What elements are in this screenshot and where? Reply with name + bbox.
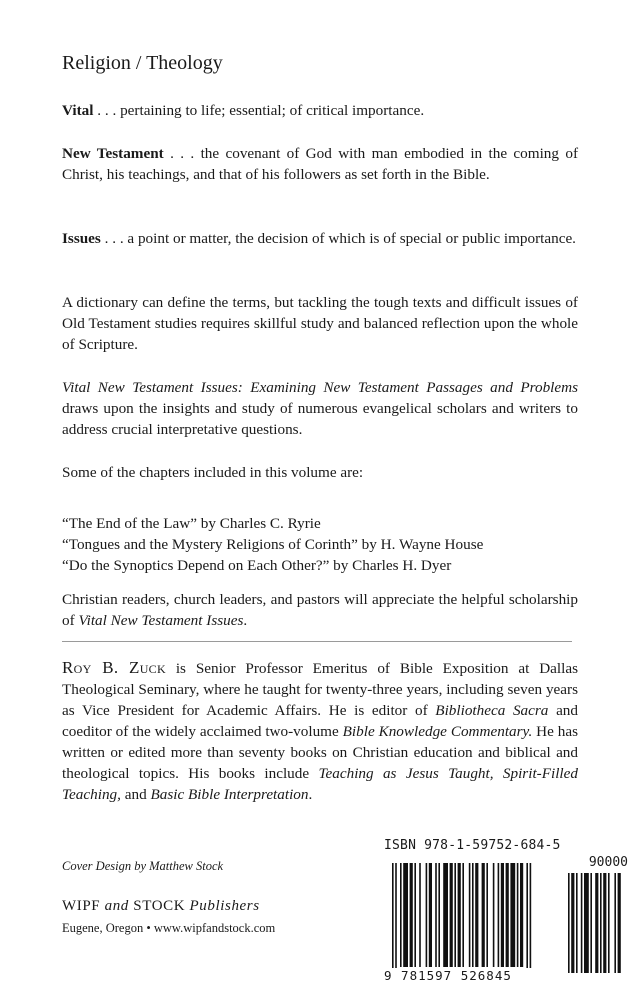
- barcode-addon-bar: [595, 873, 598, 973]
- barcode-bar: [392, 863, 394, 975]
- barcode-number: 9 781597 526845: [384, 968, 544, 983]
- chapters-intro: Some of the chapters included in this volume are:: [62, 464, 364, 481]
- book-description: Vital New Testament Issues: Examining New Testament Passages and Problems draws upon the insights and study of numerous evangelical scholars and writers to address crucial interpretative questions.: [62, 379, 578, 438]
- barcode-bar: [482, 863, 485, 967]
- chapter-list: [62, 513, 483, 576]
- definition-issues: Issues . . . a point or matter, the decision of which is of special or public importance.: [62, 230, 576, 247]
- barcode-addon-bar: [600, 873, 602, 973]
- barcode-addon-bar: [614, 873, 616, 973]
- author-bio: Roy B. Zuck is Senior Professor Emeritus of Bible Exposition at Dallas Theological Seminary, where he taught for twenty-three years, including seven years as Vice President for Academic Affairs. He is editor of Bibliotheca Sacra and coeditor of the widely acclaimed two-volume Bible Knowledge Commentary. He has written or edited more than seventy books on Christian education and biblical and theological topics. His books include Teaching as Jesus Taught, Spirit-Filled Teaching, and Basic Bible Interpretation.: [62, 658, 578, 803]
- barcode-bar: [498, 863, 500, 967]
- barcode-bar: [506, 863, 509, 967]
- barcode-image: [384, 855, 632, 975]
- publisher-location: Eugene, Oregon • www.wipfandstock.com: [62, 921, 276, 935]
- barcode-bar: [510, 863, 515, 967]
- barcode-bar: [520, 863, 523, 967]
- barcode-bar: [526, 863, 528, 975]
- barcode-bar: [517, 863, 519, 967]
- barcode-addon-bar: [571, 873, 574, 973]
- barcode-bar: [435, 863, 437, 967]
- definition-term: Vital: [62, 102, 94, 119]
- category-label: Religion / Theology: [62, 52, 223, 74]
- divider: [62, 641, 572, 642]
- publisher-name: WIPF and STOCK Publishers: [62, 898, 260, 914]
- barcode-bar: [403, 863, 408, 967]
- definition-vital: Vital . . . pertaining to life; essential; of critical importance.: [62, 102, 425, 119]
- definition-new-testament: New Testament . . . the covenant of God with man embodied in the coming of Christ, his teachings, and that of his followers as set forth in the Bible.: [62, 145, 578, 183]
- barcode-bar: [462, 863, 464, 967]
- barcode-addon-bar: [581, 873, 583, 973]
- isbn-barcode: [384, 838, 632, 988]
- barcode-bar: [475, 863, 478, 967]
- barcode-bar: [443, 863, 448, 967]
- definition-text: the covenant of God with man embodied in the coming of Christ, his teachings, and that of his followers as set forth in the Bible.: [62, 145, 578, 183]
- barcode-bar: [469, 863, 471, 967]
- barcode-bar: [530, 863, 532, 975]
- barcode-addon-bar: [608, 873, 610, 973]
- barcode-addon-bar: [584, 873, 589, 973]
- definition-term: New Testament: [62, 145, 164, 162]
- barcode-bar: [414, 863, 416, 967]
- barcode-bar: [419, 863, 421, 967]
- barcode-bar: [493, 863, 495, 967]
- cover-design-credit: Cover Design by Matthew Stock: [62, 859, 224, 873]
- barcode-bar: [450, 863, 453, 967]
- closing-paragraph: Christian readers, church leaders, and pastors will appreciate the helpful scholarship of Vital New Testament Issues.: [62, 591, 578, 629]
- barcode-addon-bar: [590, 873, 592, 973]
- barcode-bar: [438, 863, 440, 967]
- barcode-bar: [501, 863, 504, 967]
- barcode-addon-bar: [576, 873, 578, 973]
- price-code: 90000: [588, 855, 628, 870]
- definition-text: a point or matter, the decision of which is of special or public importance.: [127, 230, 576, 247]
- barcode-bar: [410, 863, 413, 967]
- barcode-bar: [458, 863, 461, 967]
- barcode-addon-bar: [568, 873, 570, 973]
- book-title: Vital New Testament Issues: [78, 612, 244, 629]
- barcode-addon-bar: [603, 873, 606, 973]
- author-name: Roy B. Zuck: [62, 658, 166, 677]
- barcode-bar: [486, 863, 488, 967]
- barcode-addon-bar: [618, 873, 621, 973]
- barcode-bar: [400, 863, 402, 967]
- barcode-bar: [454, 863, 456, 967]
- barcode-bar: [426, 863, 428, 967]
- barcode-bar: [429, 863, 432, 967]
- isbn-label: ISBN 978-1-59752-684-5: [384, 838, 561, 853]
- chapter-item: “Tongues and the Mystery Religions of Corinth” by H. Wayne House: [62, 536, 484, 553]
- barcode-bar: [472, 863, 474, 967]
- barcode-bar: [395, 863, 397, 975]
- definition-term: Issues: [62, 230, 101, 247]
- book-title: Vital New Testament Issues: Examining New Testament Passages and Problems: [62, 379, 578, 396]
- definition-text: pertaining to life; essential; of critical importance.: [120, 102, 425, 119]
- chapter-item: “Do the Synoptics Depend on Each Other?” by Charles H. Dyer: [62, 557, 452, 574]
- chapter-item: “The End of the Law” by Charles C. Ryrie: [62, 515, 321, 532]
- intro-paragraph: A dictionary can define the terms, but tackling the tough texts and difficult issues of Old Testament studies requires skillful study and balanced reflection upon the whole of Scripture.: [62, 294, 578, 353]
